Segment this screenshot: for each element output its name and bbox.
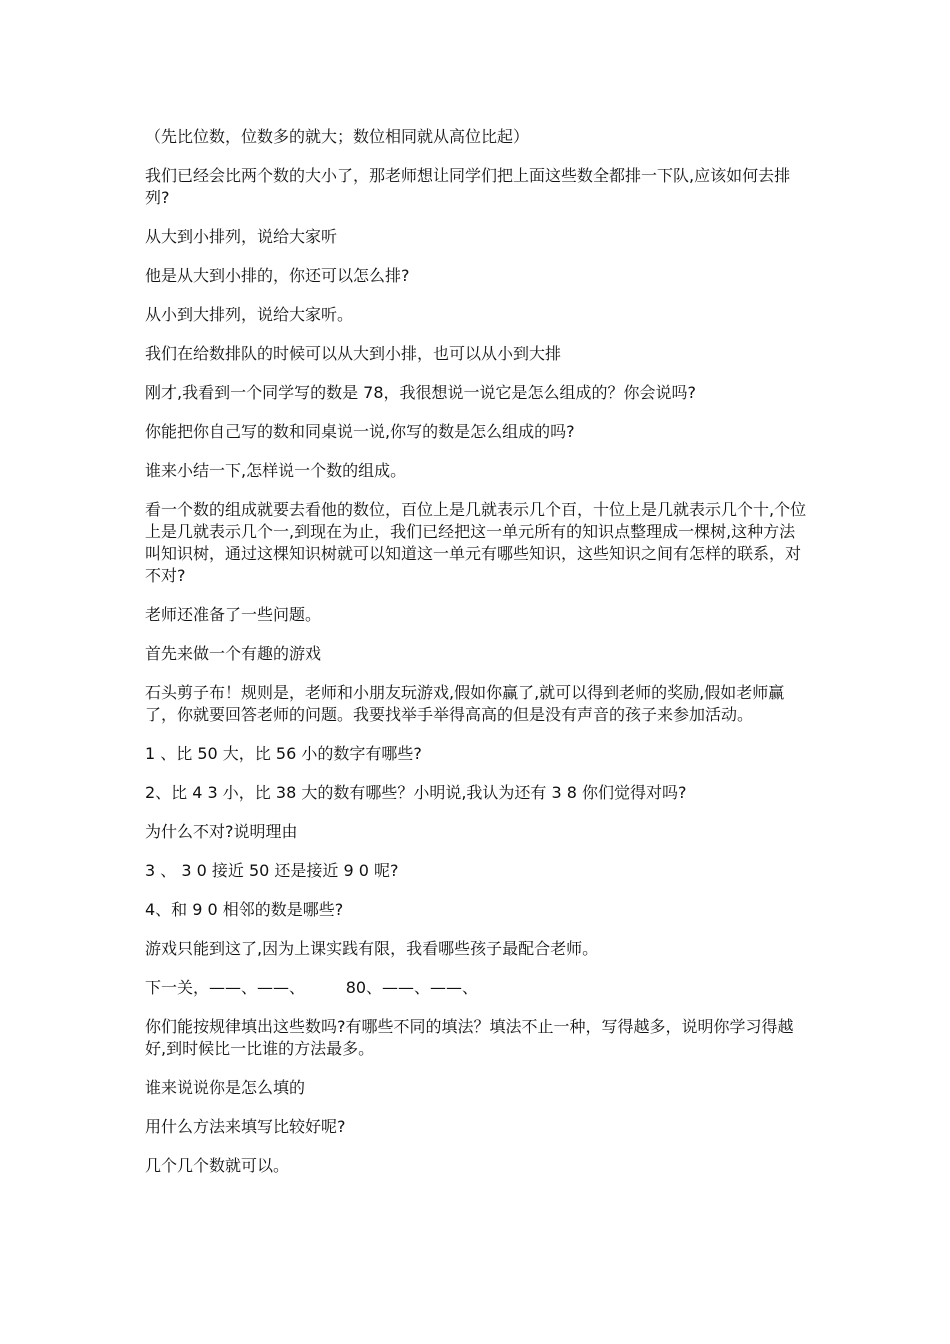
paragraph-descending: 从大到小排列，说给大家听 [145, 227, 338, 246]
paragraph-who-fills: 谁来说说你是怎么填的 [145, 1078, 306, 1097]
paragraph-next-level: 下一关，——、——、 80、——、——、 [145, 978, 479, 997]
paragraph-other-order: 他是从大到小排的，你还可以怎么排? [145, 266, 410, 285]
paragraph-method: 用什么方法来填写比较好呢? [145, 1117, 346, 1136]
paragraph-question-3: 3 、 3 0 接近 50 还是接近 9 0 呢? [145, 861, 399, 880]
paragraph-question-2: 2、比 4 3 小，比 38 大的数有哪些？小明说,我认为还有 3 8 你们觉得对吗? [145, 783, 687, 802]
paragraph-game-intro: 首先来做一个有趣的游戏 [145, 644, 322, 663]
paragraph-compare-rule: （先比位数，位数多的就大；数位相同就从高位比起） [145, 127, 530, 146]
paragraph-count-by: 几个几个数就可以。 [145, 1156, 290, 1175]
paragraph-questions-prepared: 老师还准备了一些问题。 [145, 605, 322, 624]
paragraph-game-rules: 石头剪子布！规则是，老师和小朋友玩游戏,假如你赢了,就可以得到老师的奖励,假如老师赢了，你就要回答老师的问题。我要找举手举得高高的但是没有声音的孩子来参加活动。 [145, 683, 785, 724]
paragraph-sort-question: 我们已经会比两个数的大小了，那老师想让同学们把上面这些数全都排一下队,应该如何去排列? [145, 166, 791, 207]
paragraph-composition-78: 刚才,我看到一个同学写的数是 78，我很想说一说它是怎么组成的？你会说吗? [145, 383, 697, 402]
document-body [145, 126, 810, 1194]
paragraph-summary-question: 谁来小结一下,怎样说一个数的组成。 [145, 461, 407, 480]
paragraph-question-1: 1 、比 50 大，比 56 小的数字有哪些? [145, 744, 422, 763]
paragraph-reason: 为什么不对?说明理由 [145, 822, 298, 841]
paragraph-game-end: 游戏只能到这了,因为上课实践有限，我看哪些孩子最配合老师。 [145, 939, 599, 958]
paragraph-ascending: 从小到大排列，说给大家听。 [145, 305, 354, 324]
paragraph-fill-pattern: 你们能按规律填出这些数吗?有哪些不同的填法？填法不止一种，写得越多，说明你学习得越好,到时候比一比谁的方法最多。 [145, 1017, 794, 1058]
paragraph-deskmate: 你能把你自己写的数和同桌说一说,你写的数是怎么组成的吗? [145, 422, 575, 441]
paragraph-question-4: 4、和 9 0 相邻的数是哪些? [145, 900, 344, 919]
paragraph-ordering-summary: 我们在给数排队的时候可以从大到小排，也可以从小到大排 [145, 344, 562, 363]
paragraph-knowledge-tree: 看一个数的组成就要去看他的数位，百位上是几就表示几个百，十位上是几就表示几个十,个位上是几就表示几个一,到现在为止，我们已经把这一单元所有的知识点整理成一棵树,这种方法叫知识树，通过这棵知识树就可以知道这一单元有哪些知识，这些知识之间有怎样的联系，对不对? [145, 500, 807, 585]
